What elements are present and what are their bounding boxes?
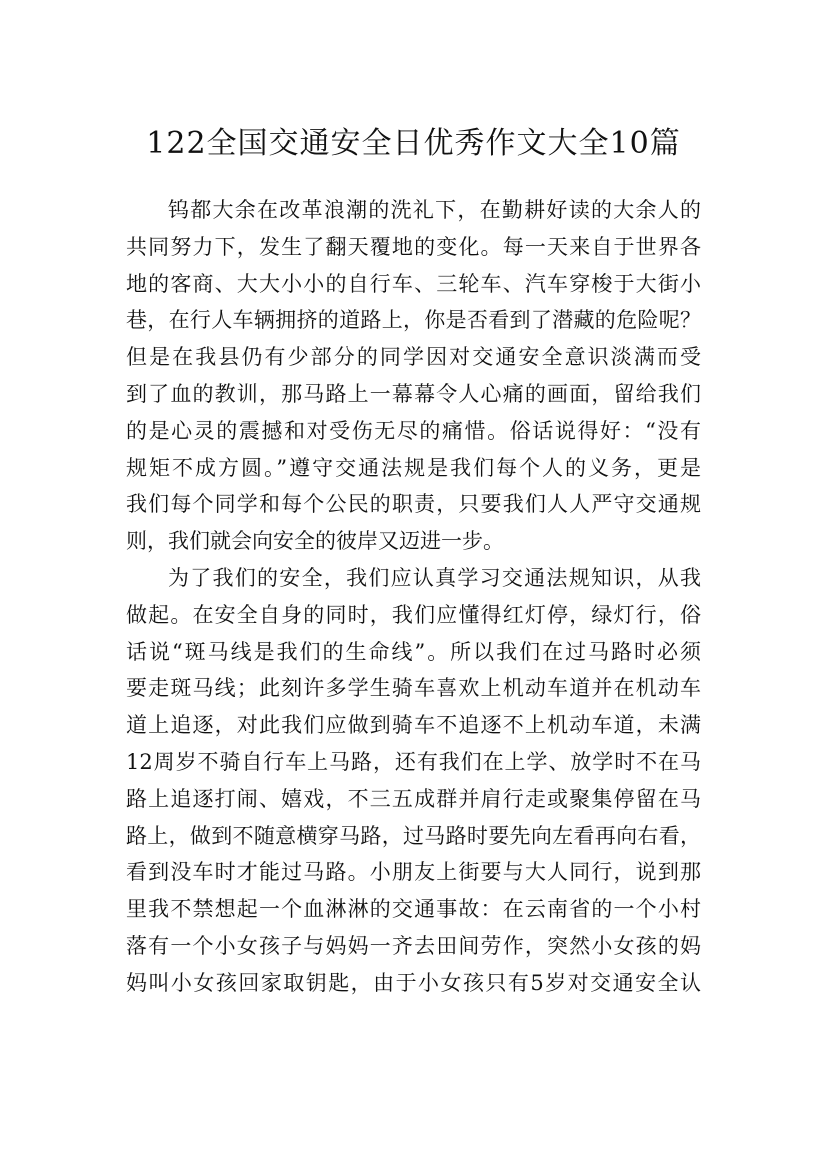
text-line: 则，我们就会向安全的彼岸又迈进一步。 — [126, 529, 504, 554]
text-line: 路上，做到不随意横穿马路，过马路时要先向左看再向右看， — [126, 823, 701, 848]
text-line: 话说“斑马线是我们的生命线”。所以我们在过马路时必须 — [126, 639, 701, 664]
text-line: 路上追逐打闹、嬉戏，不三五成群并肩行走或聚集停留在马 — [126, 786, 701, 811]
text-line: 里我不禁想起一个血淋淋的交通事故：在云南省的一个小村 — [126, 897, 701, 922]
text-line: 道上追逐，对此我们应做到骑车不追逐不上机动车道，未满 — [126, 713, 701, 738]
text-line: 我们每个同学和每个公民的职责，只要我们人人严守交通规 — [126, 492, 701, 517]
text-line: 钨都大余在改革浪潮的洗礼下，在勤耕好读的大余人的 — [168, 198, 701, 222]
text-line: 落有一个小女孩子与妈妈一齐去田间劳作，突然小女孩的妈 — [126, 933, 701, 958]
text-line: 到了血的教训，那马路上一幕幕令人心痛的画面，留给我们 — [126, 381, 701, 406]
document-title: 122全国交通安全日优秀作文大全10篇 — [146, 126, 681, 162]
text-line: 做起。在安全自身的同时，我们应懂得红灯停，绿灯行，俗 — [126, 602, 701, 627]
text-line: 要走斑马线；此刻许多学生骑车喜欢上机动车道并在机动车 — [126, 676, 701, 701]
text-line: 地的客商、大大小小的自行车、三轮车、汽车穿梭于大街小 — [126, 271, 701, 296]
text-line: 12周岁不骑自行车上马路，还有我们在上学、放学时不在马 — [126, 749, 701, 774]
text-line: 的是心灵的震撼和对受伤无尽的痛惜。俗话说得好：“没有 — [126, 418, 701, 443]
text-line: 共同努力下，发生了翻天覆地的变化。每一天来自于世界各 — [126, 234, 701, 259]
text-line: 看到没车时才能过马路。小朋友上街要与大人同行，说到那 — [126, 860, 701, 885]
text-line: 规矩不成方圆。”遵守交通法规是我们每个人的义务，更是 — [126, 455, 701, 480]
paragraph-2 — [126, 560, 701, 1002]
document-body — [126, 192, 701, 1002]
paragraph-1 — [126, 192, 701, 560]
text-line: 妈叫小女孩回家取钥匙，由于小女孩只有5岁对交通安全认 — [126, 970, 701, 995]
text-line: 巷，在行人车辆拥挤的道路上，你是否看到了潜藏的危险呢？ — [126, 308, 701, 333]
text-line: 但是在我县仍有少部分的同学因对交通安全意识淡满而受 — [126, 345, 701, 370]
text-line: 为了我们的安全，我们应认真学习交通法规知识，从我 — [168, 565, 701, 590]
